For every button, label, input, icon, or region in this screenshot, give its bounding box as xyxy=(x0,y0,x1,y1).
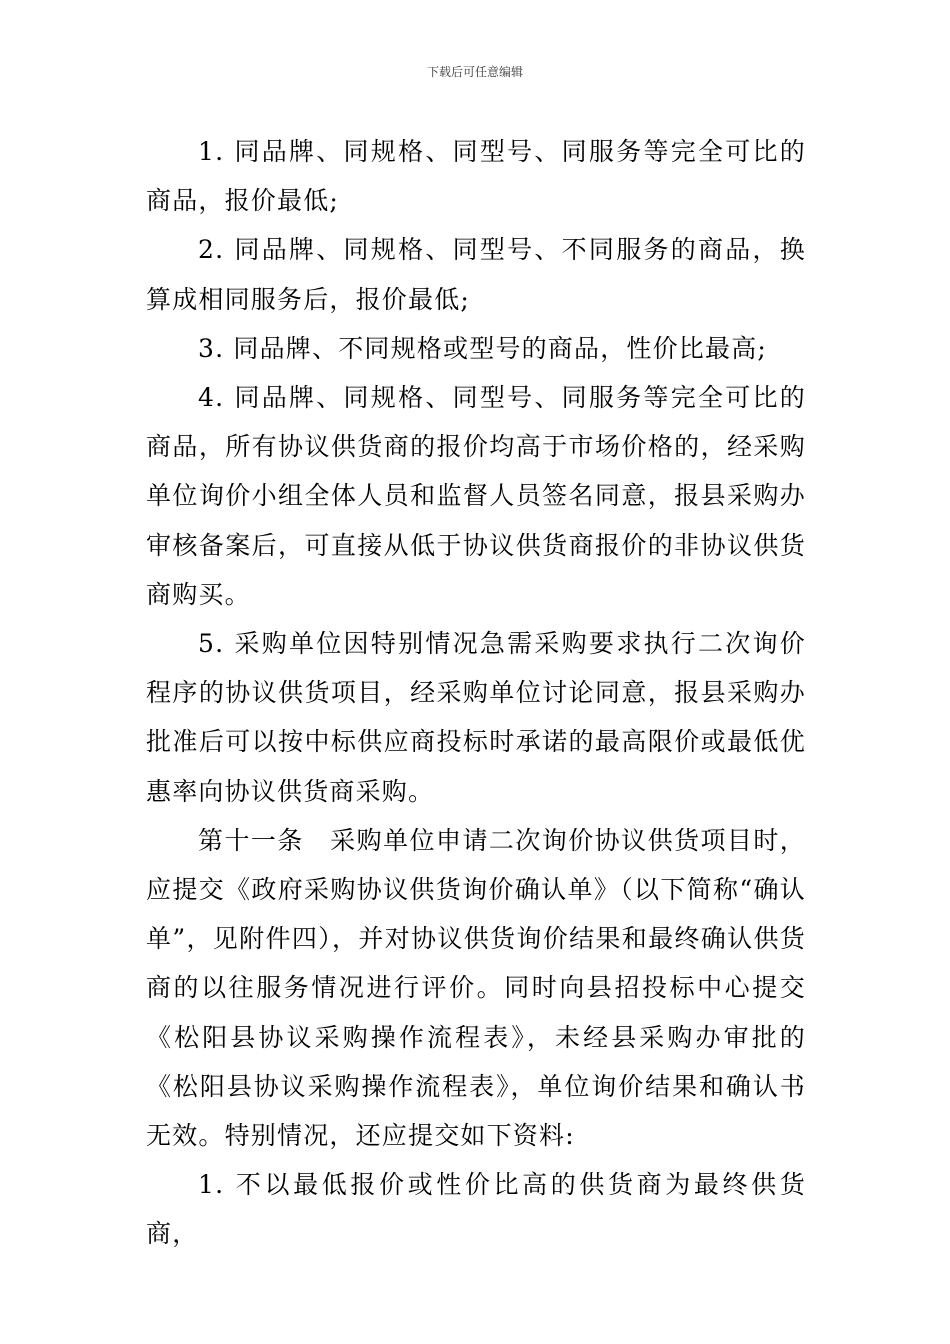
paragraph-item-4: 4. 同品牌、同规格、同型号、同服务等完全可比的商品，所有协议供货商的报价均高于市场价格的，经采购单位询价小组全体人员和监督人员签名同意，报县采购办审核备案后，可直接从低于协议供货商报价的非协议供货商购买。 xyxy=(146,383,806,609)
document-body xyxy=(146,127,806,1259)
article-eleven-paragraph: 第十一条 采购单位申请二次询价协议供货项目时，应提交《政府采购协议供货询价确认单》（以下简称“确认单”，见附件四），并对协议供货询价结果和最终确认供货商的以往服务情况进行评价。同时向县招投标中心提交《松阳县协议采购操作流程表》，未经县采购办审批的《松阳县协议采购操作流程表》，单位询价结果和确认书无效。特别情况，还应提交如下资料: xyxy=(146,825,806,1151)
paragraph-item-3: 3. 同品牌、不同规格或型号的商品，性价比最高; xyxy=(198,333,768,363)
paragraph-item-5: 5. 采购单位因特别情况急需采购要求执行二次询价程序的协议供货项目，经采购单位讨论同意，报县采购办批准后可以按中标供应商投标时承诺的最高限价或最低优惠率向协议供货商采购。 xyxy=(146,629,806,806)
sub-item-1: 1. 不以最低报价或性价比高的供货商为最终供货商， xyxy=(146,1170,806,1249)
paragraph-item-2: 2. 同品牌、同规格、同型号、不同服务的商品，换算成相同服务后，报价最低; xyxy=(146,235,806,314)
paragraph-item-1: 1. 同品牌、同规格、同型号、同服务等完全可比的商品，报价最低; xyxy=(146,137,806,216)
page-header: 下载后可任意编辑 xyxy=(426,65,523,79)
